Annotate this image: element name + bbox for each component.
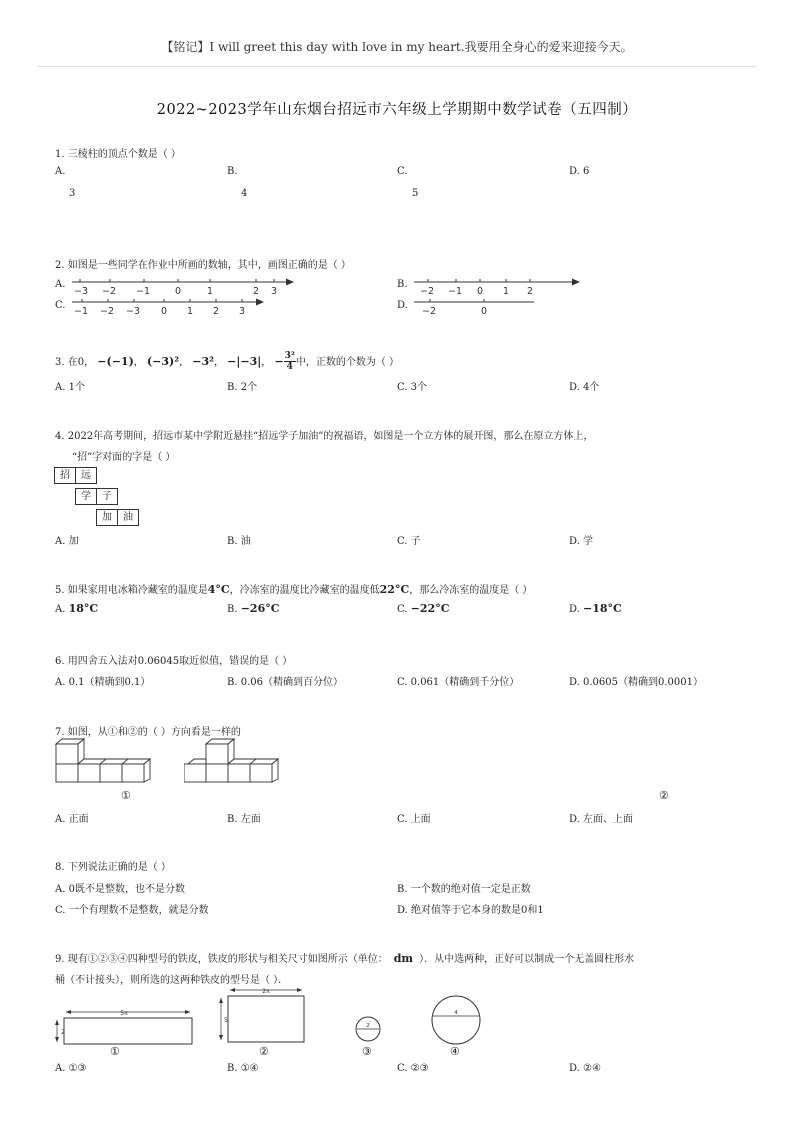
axis-c-label-3: −3 (126, 306, 141, 317)
q3-expr-2: (−3)² (146, 355, 180, 368)
q9-figure-4-diameter: 4 (454, 1010, 458, 1016)
q1-option-b-value: 4 (241, 188, 248, 199)
q5-option-b[interactable] (227, 602, 280, 615)
axis-c-label-4: 0 (161, 306, 168, 317)
q3-option-a[interactable]: A. 1个 (55, 382, 85, 393)
axis-c-label-1: −1 (74, 306, 89, 317)
q9-option-a[interactable]: A. ①③ (55, 1063, 87, 1074)
question-6-stem: 6. 用四舍五入法对0.06045取近似值，错误的是（ ） (55, 656, 293, 667)
axis-a-label-4: 0 (175, 286, 182, 297)
axis-c-label-2: −2 (100, 306, 115, 317)
cube-net-cell-3: 学 (75, 488, 97, 505)
q3-option-c[interactable]: C. 3个 (397, 382, 428, 393)
q2-number-line-d (412, 296, 542, 318)
axis-a-label-5: 1 (207, 286, 214, 297)
q9-option-c[interactable]: C. ②③ (397, 1063, 429, 1074)
axis-c-label-6: 2 (213, 306, 220, 317)
question-5-stem (55, 581, 532, 596)
question-2-stem: 2. 如图是一些同学在作业中所画的数轴，其中，画图正确的是（ ） (55, 260, 351, 271)
q5-option-c[interactable] (397, 602, 449, 615)
q6-option-c[interactable]: C. 0.061（精确到千分位） (397, 677, 520, 688)
q3-prefix: 3. 在0， (55, 357, 95, 368)
q1-option-c[interactable]: C. (397, 166, 408, 177)
q4-option-a[interactable]: A. 加 (55, 536, 79, 547)
q3-sep-2: ， (179, 357, 190, 368)
axis-a-label-3: −1 (136, 286, 151, 297)
q7-solid-figure-1 (52, 738, 152, 784)
question-9-line-1 (55, 950, 634, 965)
q5-option-a[interactable] (55, 602, 98, 615)
question-1-stem: 1. 三棱柱的顶点个数是（ ） (55, 149, 181, 160)
q6-option-b[interactable]: B. 0.06（精确到百分位） (227, 677, 343, 688)
q2-option-b[interactable]: B. (397, 279, 408, 290)
q5-option-b-value: −26°C (240, 602, 280, 615)
q9-figure-2 (216, 982, 308, 1044)
q7-option-a[interactable]: A. 正面 (55, 814, 89, 825)
q9-figure-2-label: ② (259, 1045, 269, 1058)
q3-option-d[interactable]: D. 4个 (569, 382, 600, 393)
q7-option-b[interactable]: B. 左面 (227, 814, 261, 825)
q2-option-a[interactable]: A. (55, 279, 66, 290)
q3-expr-4: −|−3| (227, 355, 262, 368)
axis-b-label-5: 2 (527, 286, 534, 297)
q9-figure-1-width: 5π (120, 1010, 128, 1017)
q8-option-b[interactable]: B. 一个数的绝对值一定是正数 (397, 884, 531, 895)
q2-option-d[interactable]: D. (397, 300, 408, 311)
q3-fraction-numerator: 3² (284, 351, 295, 361)
q2-number-line-b (412, 276, 582, 298)
q3-expr-1: −(−1) (97, 355, 134, 368)
header-divider (38, 66, 756, 67)
axis-a-label-1: −3 (74, 286, 89, 297)
q6-option-a[interactable]: A. 0.1（精确到0.1） (55, 677, 151, 688)
q3-fraction-denominator: 4 (286, 362, 293, 372)
q7-option-d[interactable]: D. 左面、上面 (569, 814, 634, 825)
q2-option-c[interactable]: C. (55, 300, 66, 311)
q5-option-d-value: −18°C (583, 602, 622, 615)
q4-option-d[interactable]: D. 学 (569, 536, 594, 547)
cube-net-cell-6: 油 (117, 509, 139, 526)
q5-part-1: 5. 如果家用电冰箱冷藏室的温度是 (55, 585, 208, 596)
axis-a-label-2: −2 (102, 286, 117, 297)
q6-option-d[interactable]: D. 0.0605（精确到0.0001） (569, 677, 703, 688)
q4-option-b[interactable]: B. 油 (227, 536, 251, 547)
q9-figure-1 (52, 1008, 198, 1046)
q1-option-a-value: 3 (69, 188, 76, 199)
q5-temp-1: 4°C (207, 583, 230, 596)
q5-option-d[interactable] (569, 602, 622, 615)
question-9-line-2: 桶（不计接头），则所选的这两种铁皮的型号是（ ）． (55, 975, 289, 986)
axis-a-label-6: 2 (253, 286, 260, 297)
q9-unit: dm (393, 952, 414, 965)
q9-figure-2-height: 5 (224, 1017, 228, 1024)
axis-d-label-1: −2 (422, 306, 437, 317)
q5-option-c-value: −22°C (410, 602, 450, 615)
axis-b-label-1: −2 (420, 286, 435, 297)
question-3-stem (55, 352, 399, 373)
q2-number-line-c (70, 296, 270, 318)
q5-temp-2: 22°C (379, 583, 410, 596)
q5-option-b-letter: B. (227, 604, 238, 615)
q7-option-c[interactable]: C. 上面 (397, 814, 431, 825)
q5-option-a-letter: A. (55, 604, 66, 615)
q8-option-c[interactable]: C. 一个有理数不是整数，就是分数 (55, 905, 209, 916)
question-8-stem: 8. 下列说法正确的是（ ） (55, 862, 171, 873)
q2-number-line-a (70, 276, 295, 298)
q3-expr-5-sign: − (274, 355, 284, 368)
cube-net-cell-2: 远 (75, 467, 97, 484)
question-4-line-2: “招”字对面的字是（ ） (72, 452, 176, 463)
axis-b-label-2: −1 (448, 286, 463, 297)
q3-option-b[interactable]: B. 2个 (227, 382, 258, 393)
q9-figure-3-diameter: 2 (366, 1023, 370, 1029)
cube-net-cell-4: 子 (96, 488, 118, 505)
q8-option-d[interactable]: D. 绝对值等于它本身的数是0和1 (397, 905, 544, 916)
axis-d-label-2: 0 (481, 306, 488, 317)
q7-figure-2-label: ② (659, 789, 669, 802)
q1-option-c-value: 5 (412, 188, 419, 199)
axis-a-label-7: 3 (271, 286, 278, 297)
q5-option-c-letter: C. (397, 604, 408, 615)
q5-part-2: ，冷冻室的温度比冷藏室的温度低 (229, 585, 380, 596)
q7-solid-figure-2 (184, 738, 284, 784)
q9-line-1a: 9. 现有①②③④四种型号的铁皮，铁皮的形状与相关尺寸如图所示（单位： (55, 954, 388, 965)
axis-c-label-7: 3 (239, 306, 246, 317)
q9-line-1b: ）．从中选两种，正好可以制成一个无盖圆柱形水 (419, 954, 635, 965)
q3-suffix: 中，正数的个数为（ ） (295, 357, 400, 368)
q3-sep-3: ， (213, 357, 224, 368)
motto-header: 【铭记】I will greet this day with love in my heart.我要用全身心的爱来迎接今天。 (161, 40, 633, 54)
page-title: 2022~2023学年山东烟台招远市六年级上学期期中数学试卷（五四制） (156, 102, 638, 118)
q9-figure-1-height: 2 (61, 1029, 65, 1036)
axis-b-label-4: 1 (503, 286, 510, 297)
q1-option-d[interactable]: D. 6 (569, 166, 590, 177)
cube-net-cell-5: 加 (96, 509, 118, 526)
q3-fraction (284, 351, 296, 372)
q9-figure-2-width: 2π (262, 988, 270, 995)
q9-option-d[interactable]: D. ②④ (569, 1063, 601, 1074)
q1-option-a[interactable]: A. (55, 166, 66, 177)
q9-figure-4 (430, 994, 482, 1046)
axis-c-label-5: 1 (187, 306, 194, 317)
q7-figure-1-label: ① (121, 789, 131, 802)
q5-part-3: ，那么冷冻室的温度是（ ） (409, 585, 533, 596)
q8-option-a[interactable]: A. 0既不是整数，也不是分数 (55, 884, 185, 895)
axis-b-label-3: 0 (477, 286, 484, 297)
question-7-stem: 7. 如图，从①和②的（ ）方向看是一样的 (55, 727, 241, 738)
q9-figure-1-label: ① (110, 1045, 120, 1058)
q3-sep-1: ， (133, 357, 144, 368)
q9-option-b[interactable]: B. ①④ (227, 1063, 259, 1074)
q4-option-c[interactable]: C. 子 (397, 536, 421, 547)
q3-sep-4: ， (261, 357, 272, 368)
q9-figure-4-label: ④ (450, 1045, 460, 1058)
q9-figure-3 (354, 1015, 382, 1043)
q9-figure-3-label: ③ (362, 1045, 372, 1058)
question-4-line-1: 4. 2022年高考期间，招远市某中学附近悬挂“招远学子加油”的祝福语，如图是一个立方体的展开图，那么在原立方体上， (55, 431, 594, 442)
q5-option-d-letter: D. (569, 604, 580, 615)
q1-option-b[interactable]: B. (227, 166, 238, 177)
q3-expr-3: −3² (192, 355, 214, 368)
cube-net-cell-1: 招 (54, 467, 76, 484)
q5-option-a-value: 18°C (68, 602, 99, 615)
